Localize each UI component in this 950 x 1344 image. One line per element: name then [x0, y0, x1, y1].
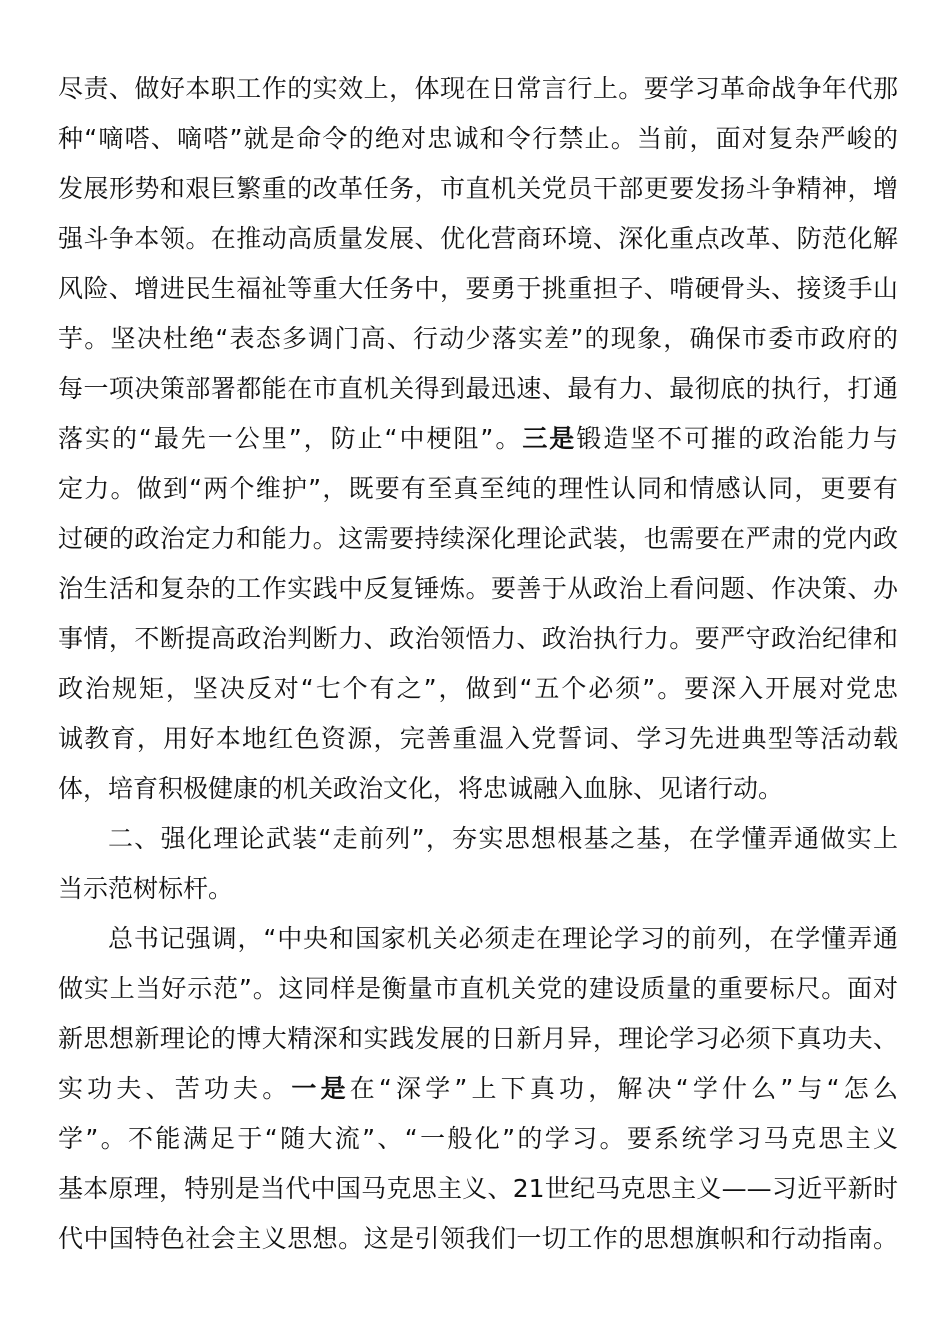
bold-text-run: 一是: [291, 1074, 350, 1103]
text-line: 事情，不断提高政治判断力、政治领悟力、政治执行力。要严守政治纪律和: [58, 624, 898, 653]
section-heading-line: 当示范树标杆。: [58, 874, 234, 903]
text-run: 落实的“最先一公里”，防止“中梗阻”。: [58, 424, 523, 453]
text-line: [58, 413, 898, 465]
text-line: 定力。做到“两个维护”，既要有至真至纯的理性认同和情感认同，更要有: [58, 474, 898, 503]
text-line: 代中国特色社会主义思想。这是引领我们一切工作的思想旗帜和行动指南。: [58, 1224, 898, 1253]
text-line: 强斗争本领。在推动高质量发展、优化营商环境、深化重点改革、防范化解: [58, 224, 898, 253]
text-line: 做实上当好示范”。这同样是衡量市直机关党的建设质量的重要标尺。面对: [58, 974, 898, 1003]
text-line: 体，培育积极健康的机关政治文化，将忠诚融入血脉、见诸行动。: [58, 774, 784, 803]
text-line: 新思想新理论的博大精深和实践发展的日新月异，理论学习必须下真功夫、: [58, 1024, 898, 1053]
text-line: [58, 1063, 898, 1115]
text-line: 每一项决策部署都能在市直机关得到最迅速、最有力、最彻底的执行，打通: [58, 374, 898, 403]
section-heading-line: 二、强化理论武装“走前列”，夯实思想根基之基，在学懂弄通做实上: [108, 824, 898, 853]
text-line: 过硬的政治定力和能力。这需要持续深化理论武装，也需要在严肃的党内政: [58, 524, 898, 553]
text-line: 风险、增进民生福祉等重大任务中，要勇于挑重担子、啃硬骨头、接烫手山: [58, 274, 898, 303]
text-line: 芋。坚决杜绝“表态多调门高、行动少落实差”的现象，确保市委市政府的: [58, 324, 898, 353]
text-run: 实功夫、苦功夫。: [58, 1074, 292, 1103]
text-line: 治生活和复杂的工作实践中反复锤炼。要善于从政治上看问题、作决策、办: [58, 574, 898, 603]
text-line: 尽责、做好本职工作的实效上，体现在日常言行上。要学习革命战争年代那: [58, 74, 898, 103]
text-run: 在“深学”上下真功，解决“学什么”与“怎么: [349, 1074, 898, 1103]
text-line: 学”。不能满足于“随大流”、“一般化”的学习。要系统学习马克思主义: [58, 1124, 898, 1153]
text-line: 总书记强调，“中央和国家机关必须走在理论学习的前列，在学懂弄通: [108, 924, 898, 953]
text-line: 基本原理，特别是当代中国马克思主义、21世纪马克思主义——习近平新时: [58, 1174, 898, 1203]
text-run: 锻造坚不可摧的政治能力与: [576, 424, 898, 453]
text-line: 发展形势和艰巨繁重的改革任务，市直机关党员干部更要发扬斗争精神，增: [58, 174, 898, 203]
text-line: 政治规矩，坚决反对“七个有之”，做到“五个必须”。要深入开展对党忠: [58, 674, 898, 703]
text-line: 诚教育，用好本地红色资源，完善重温入党誓词、学习先进典型等活动载: [58, 724, 898, 753]
text-line: 种“嘀嗒、嘀嗒”就是命令的绝对忠诚和令行禁止。当前，面对复杂严峻的: [58, 124, 898, 153]
bold-text-run: 三是: [522, 424, 577, 453]
